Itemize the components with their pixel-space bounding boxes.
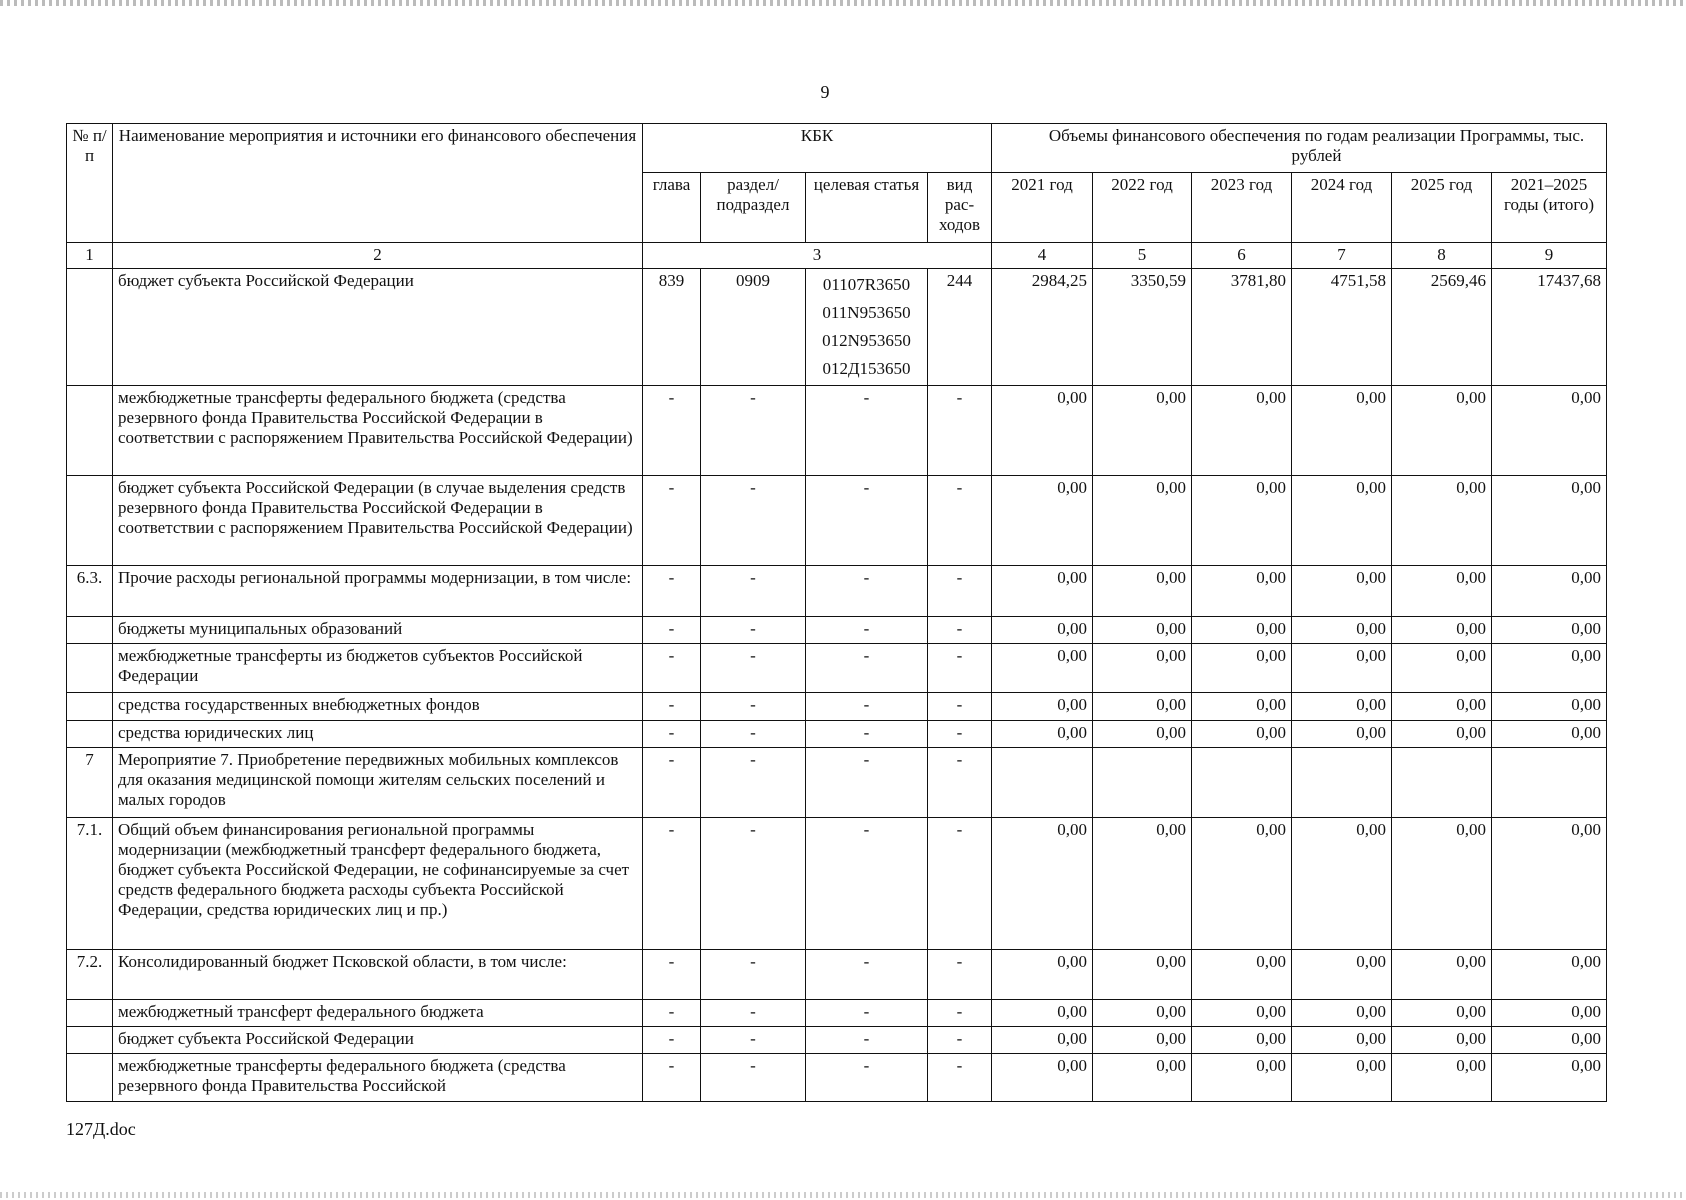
cell-statya: - xyxy=(806,721,928,748)
cell-value: 0,00 xyxy=(1093,566,1192,617)
cell-name: межбюджетные трансферты федерального бюджета (средства резервного фонда Правительства Российской xyxy=(113,1054,643,1102)
table-row xyxy=(67,269,1607,386)
cell-value: 0,00 xyxy=(1292,476,1392,566)
cell-vid: - xyxy=(928,1027,992,1054)
cell-vid: - xyxy=(928,644,992,693)
cell-value: 0,00 xyxy=(1192,386,1292,476)
column-number: 2 xyxy=(113,243,643,269)
cell-name: средства государственных внебюджетных фондов xyxy=(113,693,643,721)
cell-glava: - xyxy=(643,1027,701,1054)
header-kbk-col: раздел/ подраздел xyxy=(701,173,806,243)
cell-glava: - xyxy=(643,566,701,617)
cell-value: 0,00 xyxy=(1292,566,1392,617)
cell-num: 6.3. xyxy=(67,566,113,617)
header-year: 2023 год xyxy=(1192,173,1292,243)
cell-value xyxy=(1392,748,1492,818)
cell-value: 0,00 xyxy=(1392,617,1492,644)
cell-razdel: - xyxy=(701,1054,806,1102)
cell-value: 0,00 xyxy=(1492,566,1607,617)
cell-value xyxy=(1093,748,1192,818)
table-row xyxy=(67,476,1607,566)
cell-value: 0,00 xyxy=(1192,818,1292,950)
cell-value: 0,00 xyxy=(1492,693,1607,721)
cell-num xyxy=(67,269,113,386)
cell-num xyxy=(67,1027,113,1054)
cell-value: 0,00 xyxy=(1492,476,1607,566)
cell-value: 0,00 xyxy=(1292,721,1392,748)
cell-statya: - xyxy=(806,1027,928,1054)
cell-value xyxy=(992,748,1093,818)
cell-value: 0,00 xyxy=(1392,721,1492,748)
cell-value: 0,00 xyxy=(1093,950,1192,1000)
cell-vid: - xyxy=(928,617,992,644)
table-row xyxy=(67,386,1607,476)
scan-bottom-edge xyxy=(0,1192,1686,1198)
cell-num xyxy=(67,693,113,721)
header-year: 2025 год xyxy=(1392,173,1492,243)
cell-vid: 244 xyxy=(928,269,992,386)
cell-value: 0,00 xyxy=(1093,644,1192,693)
cell-value: 0,00 xyxy=(1492,1054,1607,1102)
cell-statya: - xyxy=(806,1000,928,1027)
cell-value: 3350,59 xyxy=(1093,269,1192,386)
cell-name: межбюджетный трансферт федерального бюджета xyxy=(113,1000,643,1027)
cell-value: 0,00 xyxy=(992,476,1093,566)
cell-name: межбюджетные трансферты из бюджетов субъектов Российской Федерации xyxy=(113,644,643,693)
header-kbk-col: вид рас-ходов xyxy=(928,173,992,243)
cell-razdel: - xyxy=(701,566,806,617)
cell-razdel: - xyxy=(701,748,806,818)
cell-value: 0,00 xyxy=(992,1054,1093,1102)
cell-value: 0,00 xyxy=(992,566,1093,617)
cell-value: 2984,25 xyxy=(992,269,1093,386)
cell-value: 0,00 xyxy=(1192,693,1292,721)
cell-statya: - xyxy=(806,1054,928,1102)
cell-value: 0,00 xyxy=(1392,566,1492,617)
cell-value: 0,00 xyxy=(1192,721,1292,748)
cell-glava: - xyxy=(643,644,701,693)
cell-value: 0,00 xyxy=(1292,818,1392,950)
table-body xyxy=(67,269,1607,1102)
cell-value: 0,00 xyxy=(1292,386,1392,476)
cell-statya: - xyxy=(806,950,928,1000)
cell-vid: - xyxy=(928,476,992,566)
table-row xyxy=(67,950,1607,1000)
cell-value: 0,00 xyxy=(1093,386,1192,476)
column-number: 8 xyxy=(1392,243,1492,269)
cell-name: бюджет субъекта Российской Федерации (в случае выделения средств резервного фонда Правительства Российской Федерации в соответствии с распоряжением Правительства Российской Федерации) xyxy=(113,476,643,566)
table-row xyxy=(67,617,1607,644)
cell-value: 0,00 xyxy=(1292,617,1392,644)
cell-value: 0,00 xyxy=(1492,1000,1607,1027)
cell-num xyxy=(67,1054,113,1102)
cell-value xyxy=(1192,748,1292,818)
table-row xyxy=(67,1054,1607,1102)
cell-name: Мероприятие 7. Приобретение передвижных мобильных комплексов для оказания медицинской помощи жителям сельских поселений и малых городов xyxy=(113,748,643,818)
cell-glava: 839 xyxy=(643,269,701,386)
header-year: 2024 год xyxy=(1292,173,1392,243)
cell-razdel: 0909 xyxy=(701,269,806,386)
column-number: 6 xyxy=(1192,243,1292,269)
table-row xyxy=(67,1027,1607,1054)
cell-statya: - xyxy=(806,693,928,721)
cell-value xyxy=(1492,748,1607,818)
header-kbk: КБК xyxy=(643,124,992,173)
header-volumes: Объемы финансового обеспечения по годам реализации Программы, тыс. рублей xyxy=(992,124,1607,173)
cell-razdel: - xyxy=(701,693,806,721)
cell-razdel: - xyxy=(701,617,806,644)
cell-value: 0,00 xyxy=(992,950,1093,1000)
cell-value: 0,00 xyxy=(1192,1054,1292,1102)
cell-value: 0,00 xyxy=(1492,1027,1607,1054)
cell-value: 0,00 xyxy=(1192,950,1292,1000)
cell-name: Консолидированный бюджет Псковской области, в том числе: xyxy=(113,950,643,1000)
header-num: № п/п xyxy=(67,124,113,243)
cell-value: 0,00 xyxy=(1392,644,1492,693)
cell-statya: - xyxy=(806,748,928,818)
cell-glava: - xyxy=(643,721,701,748)
cell-glava: - xyxy=(643,1000,701,1027)
cell-value: 0,00 xyxy=(992,818,1093,950)
cell-razdel: - xyxy=(701,1027,806,1054)
cell-name: Общий объем финансирования региональной программы модернизации (межбюджетный трансферт федерального бюджета, бюджет субъекта Российской Федерации, не софинансируемые за счет средств федерального бюджета расходы субъекта Российской Федерации, средства юридических лиц и пр.) xyxy=(113,818,643,950)
cell-value: 0,00 xyxy=(1492,818,1607,950)
column-number: 5 xyxy=(1093,243,1192,269)
cell-num xyxy=(67,476,113,566)
header-name: Наименование мероприятия и источники его финансового обеспечения xyxy=(113,124,643,243)
cell-value: 0,00 xyxy=(1392,950,1492,1000)
financing-table xyxy=(66,123,1607,1102)
cell-statya: - xyxy=(806,386,928,476)
cell-value: 17437,68 xyxy=(1492,269,1607,386)
cell-value: 0,00 xyxy=(1492,386,1607,476)
cell-num xyxy=(67,386,113,476)
column-number: 1 xyxy=(67,243,113,269)
header-year: 2022 год xyxy=(1093,173,1192,243)
table-row xyxy=(67,1000,1607,1027)
statya-code: 012N953650 xyxy=(822,331,911,350)
cell-name: межбюджетные трансферты федерального бюджета (средства резервного фонда Правительства Российской Федерации в соответствии с распоряжением Правительства Российской Федерации) xyxy=(113,386,643,476)
cell-value: 0,00 xyxy=(1192,566,1292,617)
cell-num xyxy=(67,721,113,748)
cell-value: 0,00 xyxy=(1292,1000,1392,1027)
cell-value: 0,00 xyxy=(1192,617,1292,644)
cell-value: 0,00 xyxy=(1192,1000,1292,1027)
cell-vid: - xyxy=(928,693,992,721)
cell-num xyxy=(67,644,113,693)
cell-razdel: - xyxy=(701,818,806,950)
cell-razdel: - xyxy=(701,950,806,1000)
header-year: 2021 год xyxy=(992,173,1093,243)
column-number: 3 xyxy=(643,243,992,269)
cell-statya: - xyxy=(806,617,928,644)
cell-num: 7.1. xyxy=(67,818,113,950)
cell-vid: - xyxy=(928,748,992,818)
cell-value: 0,00 xyxy=(992,1000,1093,1027)
cell-value: 2569,46 xyxy=(1392,269,1492,386)
cell-razdel: - xyxy=(701,1000,806,1027)
cell-value: 0,00 xyxy=(1292,1054,1392,1102)
cell-name: бюджет субъекта Российской Федерации xyxy=(113,1027,643,1054)
header-kbk-col: целевая статья xyxy=(806,173,928,243)
cell-glava: - xyxy=(643,386,701,476)
footer-filename: 127Д.doc xyxy=(66,1119,136,1139)
cell-value: 0,00 xyxy=(1392,693,1492,721)
table-row xyxy=(67,644,1607,693)
column-number: 7 xyxy=(1292,243,1392,269)
cell-num xyxy=(67,1000,113,1027)
cell-value: 0,00 xyxy=(1392,386,1492,476)
cell-value: 0,00 xyxy=(1093,617,1192,644)
cell-value: 0,00 xyxy=(1492,950,1607,1000)
cell-vid: - xyxy=(928,818,992,950)
cell-glava: - xyxy=(643,748,701,818)
cell-razdel: - xyxy=(701,721,806,748)
cell-num xyxy=(67,617,113,644)
cell-value: 0,00 xyxy=(992,721,1093,748)
table-row xyxy=(67,748,1607,818)
cell-value: 0,00 xyxy=(1292,644,1392,693)
cell-statya: - xyxy=(806,476,928,566)
cell-value: 0,00 xyxy=(1392,1027,1492,1054)
cell-value: 0,00 xyxy=(992,1027,1093,1054)
cell-value: 0,00 xyxy=(1093,693,1192,721)
cell-value: 0,00 xyxy=(1492,644,1607,693)
cell-value: 0,00 xyxy=(992,617,1093,644)
cell-value: 0,00 xyxy=(992,644,1093,693)
cell-glava: - xyxy=(643,693,701,721)
cell-statya xyxy=(806,269,928,386)
cell-value: 0,00 xyxy=(1292,693,1392,721)
cell-name: бюджет субъекта Российской Федерации xyxy=(113,269,643,386)
cell-name: бюджеты муниципальных образований xyxy=(113,617,643,644)
statya-code: 011N953650 xyxy=(822,303,911,322)
cell-value: 0,00 xyxy=(1492,617,1607,644)
header-row-top xyxy=(67,124,1607,173)
table-row xyxy=(67,721,1607,748)
cell-vid: - xyxy=(928,721,992,748)
column-number: 9 xyxy=(1492,243,1607,269)
cell-value: 0,00 xyxy=(1093,1000,1192,1027)
cell-value: 0,00 xyxy=(1192,1027,1292,1054)
cell-value: 0,00 xyxy=(992,693,1093,721)
cell-glava: - xyxy=(643,818,701,950)
cell-value: 0,00 xyxy=(1192,476,1292,566)
header-kbk-col: глава xyxy=(643,173,701,243)
statya-code: 012Д153650 xyxy=(822,359,911,378)
cell-name: Прочие расходы региональной программы модернизации, в том числе: xyxy=(113,566,643,617)
table-row xyxy=(67,566,1607,617)
cell-statya: - xyxy=(806,644,928,693)
cell-value: 0,00 xyxy=(992,386,1093,476)
cell-razdel: - xyxy=(701,476,806,566)
cell-glava: - xyxy=(643,950,701,1000)
cell-value xyxy=(1292,748,1392,818)
cell-vid: - xyxy=(928,1054,992,1102)
cell-num: 7 xyxy=(67,748,113,818)
cell-num: 7.2. xyxy=(67,950,113,1000)
cell-value: 0,00 xyxy=(1392,476,1492,566)
column-number-row xyxy=(67,243,1607,269)
cell-vid: - xyxy=(928,1000,992,1027)
cell-vid: - xyxy=(928,950,992,1000)
statya-code: 01107R3650 xyxy=(822,275,911,294)
scan-top-edge xyxy=(0,0,1686,6)
cell-value: 4751,58 xyxy=(1292,269,1392,386)
header-year: 2021–2025 годы (итого) xyxy=(1492,173,1607,243)
page-number: 9 xyxy=(820,82,830,102)
cell-razdel: - xyxy=(701,386,806,476)
cell-value: 0,00 xyxy=(1093,721,1192,748)
table-row xyxy=(67,693,1607,721)
cell-value: 0,00 xyxy=(1093,818,1192,950)
cell-value: 0,00 xyxy=(1192,644,1292,693)
cell-value: 0,00 xyxy=(1392,818,1492,950)
cell-vid: - xyxy=(928,566,992,617)
cell-value: 0,00 xyxy=(1093,1054,1192,1102)
cell-vid: - xyxy=(928,386,992,476)
cell-value: 0,00 xyxy=(1392,1000,1492,1027)
cell-value: 0,00 xyxy=(1093,476,1192,566)
cell-value: 0,00 xyxy=(1292,1027,1392,1054)
cell-glava: - xyxy=(643,1054,701,1102)
cell-value: 0,00 xyxy=(1292,950,1392,1000)
cell-statya: - xyxy=(806,818,928,950)
column-number: 4 xyxy=(992,243,1093,269)
cell-name: средства юридических лиц xyxy=(113,721,643,748)
cell-razdel: - xyxy=(701,644,806,693)
cell-value: 0,00 xyxy=(1093,1027,1192,1054)
cell-value: 3781,80 xyxy=(1192,269,1292,386)
cell-glava: - xyxy=(643,476,701,566)
cell-statya: - xyxy=(806,566,928,617)
cell-value: 0,00 xyxy=(1392,1054,1492,1102)
table-row xyxy=(67,818,1607,950)
cell-value: 0,00 xyxy=(1492,721,1607,748)
cell-glava: - xyxy=(643,617,701,644)
